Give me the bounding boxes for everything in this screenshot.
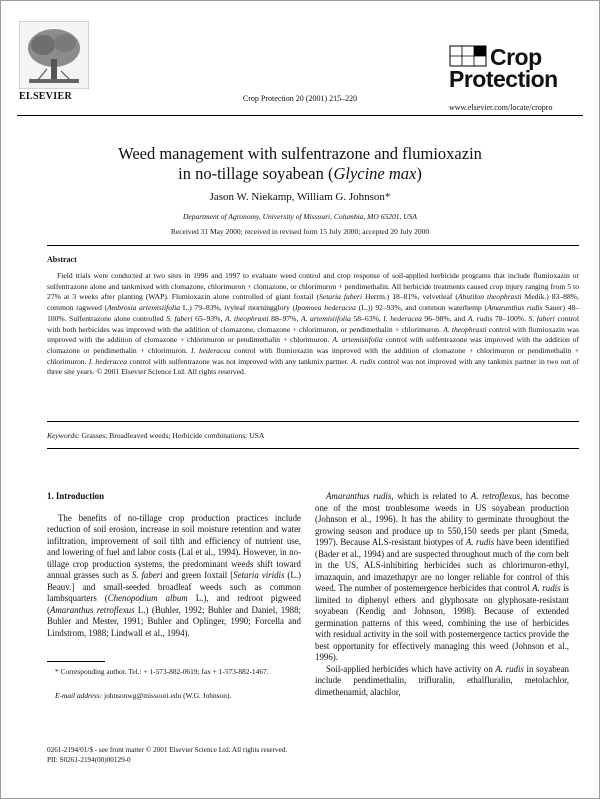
body-column-right [315,491,569,698]
journal-website[interactable]: www.elsevier.com/locate/cropro [449,103,553,112]
journal-citation: Crop Protection 20 (2001) 215–220 [242,94,358,103]
journal-logo-word-protection: Protection [449,66,558,92]
email-link[interactable]: johnsonwg@missouri.edu (W.G. Johnson). [104,691,232,700]
publisher-name: ELSEVIER [19,91,72,102]
paragraph: Amaranthus rudis, which is related to A. retroflexus, has become one of the most troublesome weeds in US soyabean production (Johnson et al., 1996). It has the ability to germinate throughout the growing season and produce up to 550,150 seeds per plant (Smeda, 1997). Because ALS-resistant biotypes of A. rudis have been identified (Bader et al., 1994) and are suspected throughout much of the corn belt in the US, ALS-inhibiting herbicides such as chlorimuron-ethyl, imazaquin, and imazethapyr are no longer reliable for control of this weed. The number of postemergence herbicides that control A. rudis is limited to diphenyl ethers and glyphosate on glyphosate-resistant soyabean (Kendig and Johnson, 1998). Because of extended germination patterns of this weed, combining the use of herbicides with residual activity in the soil with postemergence tactics provide the best opportunity for effectively managing this weed (Johnson et al., 1996). [315,491,570,662]
elsevier-tree-logo [19,21,89,89]
abstract-body: Field trials were conducted at two sites in 1996 and 1997 to evaluate weed control and crop response of soil-applied herbicide programs that include flumioxazin or sulfentrazone alone and tankmixed with clomazone, chlorimuron + clomazone, or chlorimuron + pendimethalin. All herbicide treatments caused crop injury ranging from 5 to 27% at 3 weeks after planting (WAP). Flumioxazin alone controlled of giant foxtail (Setaria faberi Herrm.) 18–81%, velvetleaf (Abutilon theophrasti Medik.) 83–88%, common ragweed (Ambrosia artemisiifolia L.) 79–83%, ivyleaf morningglory (Ipomoea hederacea (L.)) 92–93%, and common waterhemp (Amaranthus rudis Sauer) 48–100%. Sulfentrazone alone controlled S. faberi 65–93%, A. theophrasti 88–97%, A. artemisiifolia 58–63%, I. hederacea 96–98%, and A. rudis 78–100%. S. faberi control with both herbicides was improved with the addition of clomazone, clomazone + chlorimuron, or pendimethalin + chlorimuron. A. theophrasti control with flumioxazin was improved with the addition of clomazone + chlorimuron or pendimethalin + chlorimuron. A. artemisiifolia control with sulfentrazone was improved with the addition of clomazone or pendimethalin + chlorimuron. I. hederacea control with flumioxazin was improved with the addition of clomazone + chlorimuron or pendimethalin + chlorimuron. I. hederacea control with sulfentrazone was not improved with any tankmix partner. A. rudis control was not improved with any tankmix partner in two out of three site years. © 2001 Elsevier Science Ltd. All rights reserved. [47,271,580,377]
paragraph: The benefits of no-tillage crop production practices include reduction of soil erosion, increase in soil moisture retention and water infiltration, improvement of soil tilth and efficiency of nutrient use, and lowering of fuel and labor costs (Lal et al., 1994). However, in no-tillage crop production systems, the predominant weeds shift toward annual grasses such as S. faberi and green foxtail [Setaria viridis (L.) Beauv.] and small-seeded broadleaf weeds such as common lambsquarters (Chenopodium album L.), and redroot pigweed (Amaranthus retroflexus L.) (Buhler, 1992; Buhler and Daniel, 1988; Buhler and Mester, 1991; Buhler and Oplinger, 1990; Forcella and Lindstrom, 1988; Lindwall et al., 1994). [47,512,301,638]
authors: Jason W. Niekamp, William G. Johnson* [209,191,391,203]
abstract-top-divider [47,245,579,246]
section-heading-introduction: 1. Introduction [47,491,105,501]
affiliation: Department of Agronomy, University of Missouri, Columbia, MO 65201, USA [183,212,417,221]
keywords [47,431,264,440]
abstract-bottom-divider [47,421,579,422]
footnote-email [47,691,301,701]
footnote-divider [47,661,105,662]
paragraph: Soil-applied herbicides which have activity on A. rudis in soyabean include pendimethalin, trifluralin, ethalfluralin, metolachlor, dimethenamid, alachlor, [315,663,569,697]
body-column-left [47,491,301,639]
footnote-corresponding-author: * Corresponding author. Tel.: + 1-573-882-0619; fax + 1-573-882-1467. [55,667,269,676]
article-title: Weed management with sulfentrazone and flumioxazin in no-tillage soyabean (Glycine max) [118,144,482,183]
imprint-copyright: 0261-2194/01/$ - see front matter © 2001 Elsevier Science Ltd. All rights reserved. [47,746,288,754]
keywords-label: Keywords: [47,431,80,440]
journal-logo-word-crop: Crop [490,44,542,70]
journal-logo [449,45,579,101]
keywords-divider [47,448,579,449]
email-label: E-mail address: [55,691,103,700]
abstract-heading: Abstract [47,255,77,264]
imprint-pii: PII: S0261-2194(00)00129-0 [47,755,131,764]
imprint [47,746,287,765]
received-dates: Received 31 May 2000; received in revised form 15 July 2000; accepted 20 July 2000 [170,227,430,236]
keywords-list: Grasses; Broadleaved weeds; Herbicide combinations; USA [81,431,265,440]
header-divider [17,115,583,116]
